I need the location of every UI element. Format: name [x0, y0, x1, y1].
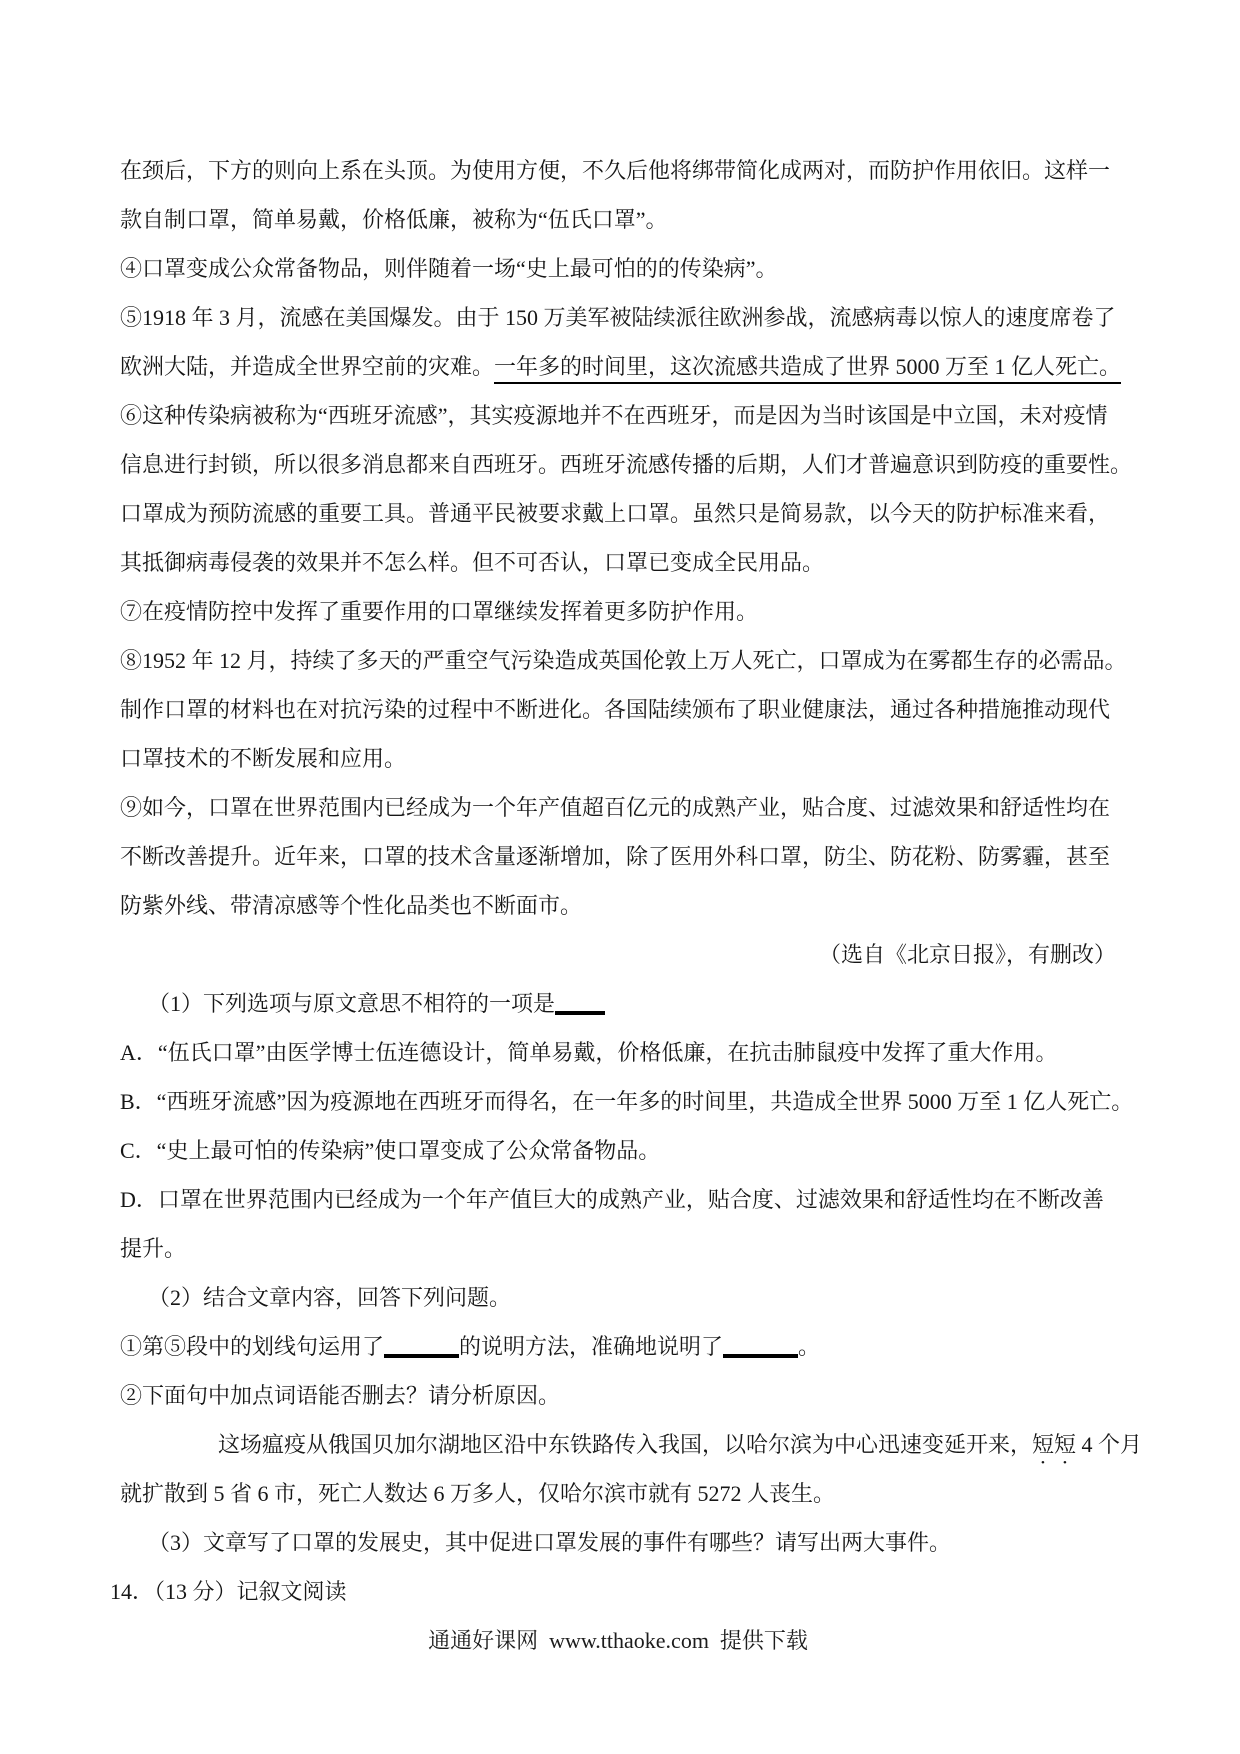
text-segment: ⑨如今，口罩在世界范围内已经成为一个年产值超百亿元的成熟产业，贴合度、过滤效果和舒适性均在: [120, 795, 1111, 820]
body-line: [120, 734, 1116, 783]
footer-watermark: 通通好课网 www.tthaoke.com 提供下载: [428, 1628, 808, 1653]
body-line: [120, 881, 1116, 930]
answer-blank: [723, 1336, 798, 1358]
paragraph-9: [120, 783, 1116, 832]
question-14-header: [110, 1567, 1116, 1616]
paragraph-7: [120, 587, 1116, 636]
text-segment: 就扩散到 5 省 6 市，死亡人数达 6 万多人，仅哈尔滨市就有 5272 人丧生。: [120, 1481, 836, 1506]
body-line: [120, 685, 1116, 734]
body-line: [120, 195, 1116, 244]
text-segment: 口罩成为预防流感的重要工具。普通平民被要求戴上口罩。虽然只是简易款，以今天的防护标准来看，: [120, 501, 1111, 526]
emphasized-word: 短短: [1032, 1432, 1077, 1457]
paragraph-4: [120, 244, 1116, 293]
text-segment: A．“伍氏口罩”由医学博士伍连德设计，简单易戴，价格低廉，在抗击肺鼠疫中发挥了重大作用。: [120, 1040, 1058, 1065]
text-segment: D．口罩在世界范围内已经成为一个年产值巨大的成熟产业，贴合度、过滤效果和舒适性均在不断改善: [120, 1187, 1104, 1212]
text-segment: （选自《北京日报》，有删改）: [818, 942, 1116, 967]
question-2: [148, 1273, 1116, 1322]
text-segment: 欧洲大陆，并造成全世界空前的灾难。: [120, 354, 495, 379]
text-segment: （2）结合文章内容，回答下列问题。: [148, 1285, 512, 1310]
text-segment: 提升。: [120, 1236, 187, 1261]
underlined-sentence: 一年多的时间里，这次流感共造成了世界 5000 万至 1 亿人死亡。: [494, 354, 1121, 384]
text-segment: 其抵御病毒侵袭的效果并不怎么样。但不可否认，口罩已变成全民用品。: [120, 550, 825, 575]
body-line: [120, 342, 1122, 391]
text-segment: （3）文章写了口罩的发展史，其中促进口罩发展的事件有哪些？请写出两大事件。: [148, 1530, 952, 1555]
text-segment: 在颈后，下方的则向上系在头顶。为使用方便，不久后他将绑带简化成两对，而防护作用依旧。这样一: [120, 158, 1111, 183]
text-segment: 口罩技术的不断发展和应用。: [120, 746, 407, 771]
question-1: [148, 979, 1116, 1028]
text-segment: 。: [798, 1334, 821, 1359]
text-segment: ④口罩变成公众常备物品，则伴随着一场“史上最可怕的的传染病”。: [120, 256, 778, 281]
body-line: [120, 538, 1116, 587]
answer-blank: [384, 1336, 459, 1358]
question-2-sub-2: [120, 1371, 1116, 1420]
text-segment: ①第⑤段中的划线句运用了: [120, 1334, 385, 1359]
text-segment: 不断改善提升。近年来，口罩的技术含量逐渐增加，除了医用外科口罩，防尘、防花粉、防雾霾，甚至: [120, 844, 1111, 869]
text-segment: 14．（13 分）记叙文阅读: [110, 1579, 347, 1604]
body-line: [120, 440, 1133, 489]
text-segment: ⑧1952 年 12 月，持续了多天的严重空气污染造成英国伦敦上万人死亡，口罩成为在雾都生存的必需品。: [120, 648, 1127, 673]
question-2-sub-1: [120, 1322, 1116, 1371]
body-line: [120, 489, 1116, 538]
source-attribution: [120, 930, 1116, 979]
document-body: [110, 146, 1143, 1616]
text-segment: 的说明方法，准确地说明了: [459, 1334, 724, 1359]
text-segment: 这场瘟疫从俄国贝加尔湖地区沿中东铁路传入我国，以哈尔滨为中心迅速变延开来，: [218, 1432, 1033, 1457]
body-line: [120, 146, 1116, 195]
body-line: [120, 832, 1116, 881]
option-c: [120, 1126, 1116, 1175]
text-segment: 防紫外线、带清凉感等个性化品类也不断面市。: [120, 893, 583, 918]
paragraph-8: [120, 636, 1127, 685]
quoted-sentence: [218, 1420, 1143, 1469]
quoted-sentence-continued: [120, 1469, 1116, 1518]
text-segment: （1）下列选项与原文意思不相符的一项是: [148, 991, 556, 1016]
text-segment: ②下面句中加点词语能否删去？请分析原因。: [120, 1383, 561, 1408]
text-segment: C．“史上最可怕的传染病”使口罩变成了公众常备物品。: [120, 1138, 661, 1163]
option-b: [120, 1077, 1134, 1126]
text-segment: ⑥这种传染病被称为“西班牙流感”，其实疫源地并不在西班牙，而是因为当时该国是中立国，未对疫情: [120, 403, 1108, 428]
text-segment: 信息进行封锁，所以很多消息都来自西班牙。西班牙流感传播的后期，人们才普遍意识到防疫的重要性。: [120, 452, 1133, 477]
answer-blank: [555, 993, 605, 1015]
option-d: [120, 1175, 1116, 1224]
paragraph-5: [120, 293, 1116, 342]
text-segment: ⑤1918 年 3 月，流感在美国爆发。由于 150 万美军被陆续派往欧洲参战，流感病毒以惊人的速度席卷了: [120, 305, 1116, 330]
question-3: [148, 1518, 1116, 1567]
paragraph-6: [120, 391, 1116, 440]
text-segment: ⑦在疫情防控中发挥了重要作用的口罩继续发挥着更多防护作用。: [120, 599, 759, 624]
text-segment: 款自制口罩，简单易戴，价格低廉，被称为“伍氏口罩”。: [120, 207, 668, 232]
text-segment: 制作口罩的材料也在对抗污染的过程中不断进化。各国陆续颁布了职业健康法，通过各种措施推动现代: [120, 697, 1111, 722]
text-segment: 4 个月: [1076, 1432, 1143, 1457]
option-a: [120, 1028, 1116, 1077]
option-d-continued: [120, 1224, 1116, 1273]
text-segment: B．“西班牙流感”因为疫源地在西班牙而得名，在一年多的时间里，共造成全世界 5000 万至 1 亿人死亡。: [120, 1089, 1134, 1114]
